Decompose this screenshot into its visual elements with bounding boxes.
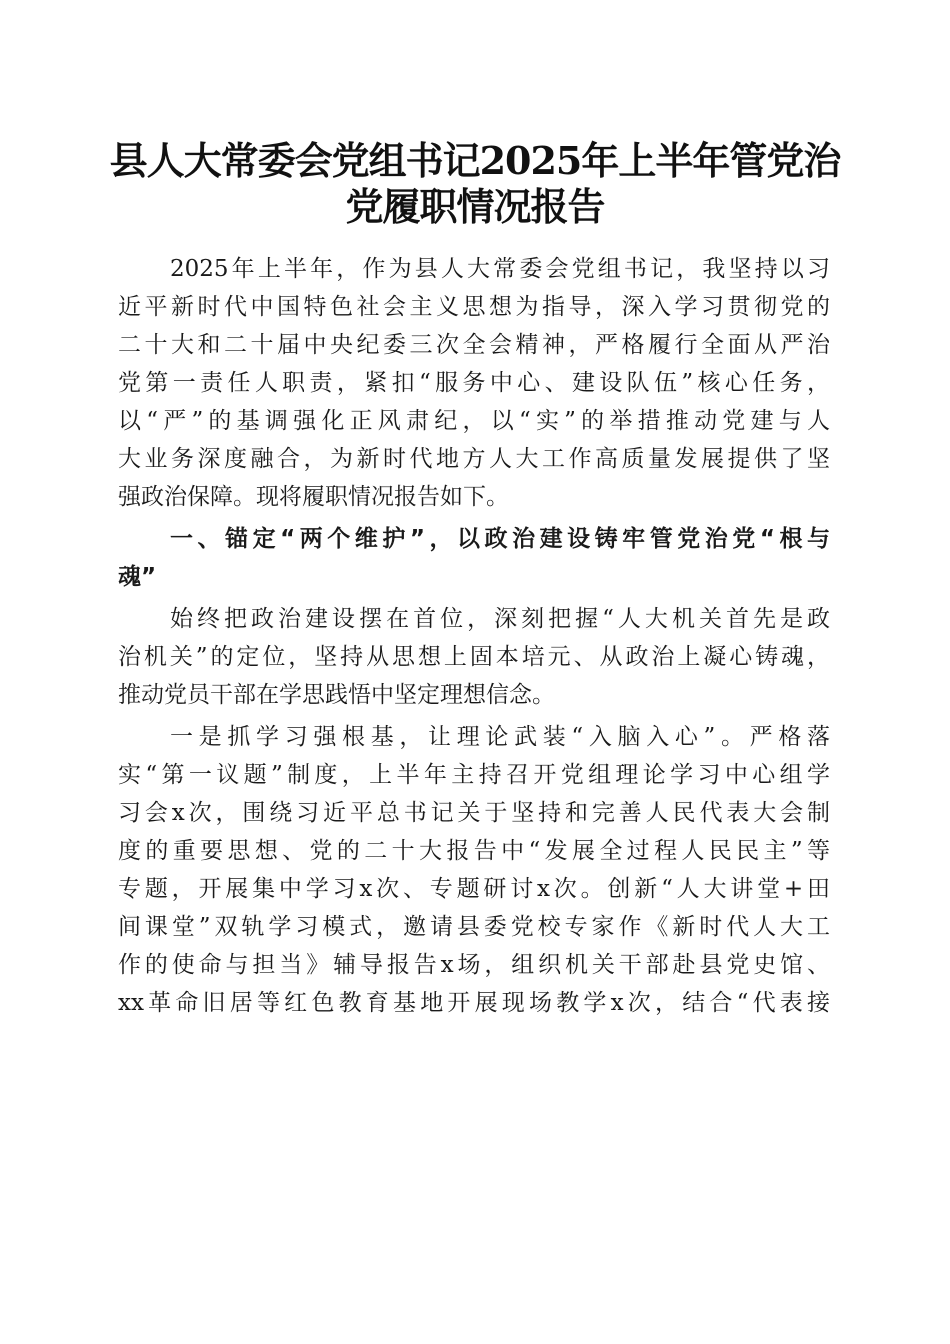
text-line: xx革命旧居等红色教育基地开展现场教学x次，结合“代表接	[118, 990, 830, 1016]
section-heading-line: 魂”	[118, 564, 157, 590]
document-title-line-1: 县人大常委会党组书记2025年上半年管党治	[109, 138, 841, 183]
text-line: 2025年上半年，作为县人大常委会党组书记，我坚持以习	[170, 256, 830, 282]
text-line: 始终把政治建设摆在首位，深刻把握“人大机关首先是政	[170, 606, 830, 632]
text-line: 以“严”的基调强化正风肃纪，以“实”的举措推动党建与人	[118, 408, 830, 434]
text-line: 大业务深度融合，为新时代地方人大工作高质量发展提供了坚	[118, 446, 830, 472]
text-line: 二十大和二十届中央纪委三次全会精神，严格履行全面从严治	[118, 332, 830, 358]
text-line: 专题，开展集中学习x次、专题研讨x次。创新“人大讲堂+田	[118, 876, 830, 902]
text-line: 间课堂”双轨学习模式，邀请县委党校专家作《新时代人大工	[118, 914, 830, 940]
text-line: 作的使命与担当》辅导报告x场，组织机关干部赴县党史馆、	[118, 952, 830, 978]
section-heading-line: 一、锚定“两个维护”，以政治建设铸牢管党治党“根与	[170, 526, 830, 552]
text-line: 实“第一议题”制度，上半年主持召开党组理论学习中心组学	[118, 762, 830, 788]
text-line: 治机关”的定位，坚持从思想上固本培元、从政治上凝心铸魂，	[118, 644, 830, 670]
text-line: 度的重要思想、党的二十大报告中“发展全过程人民民主”等	[118, 838, 830, 864]
text-line: 推动党员干部在学思践悟中坚定理想信念。	[118, 682, 555, 708]
text-line: 习会x次，围绕习近平总书记关于坚持和完善人民代表大会制	[118, 800, 830, 826]
text-line: 近平新时代中国特色社会主义思想为指导，深入学习贯彻党的	[118, 294, 830, 320]
text-line: 一是抓学习强根基，让理论武装“入脑入心”。严格落	[170, 724, 830, 750]
text-line: 强政治保障。现将履职情况报告如下。	[118, 484, 509, 510]
text-line: 党第一责任人职责，紧扣“服务中心、建设队伍”核心任务，	[118, 370, 830, 396]
document-title-line-2: 党履职情况报告	[345, 184, 605, 229]
